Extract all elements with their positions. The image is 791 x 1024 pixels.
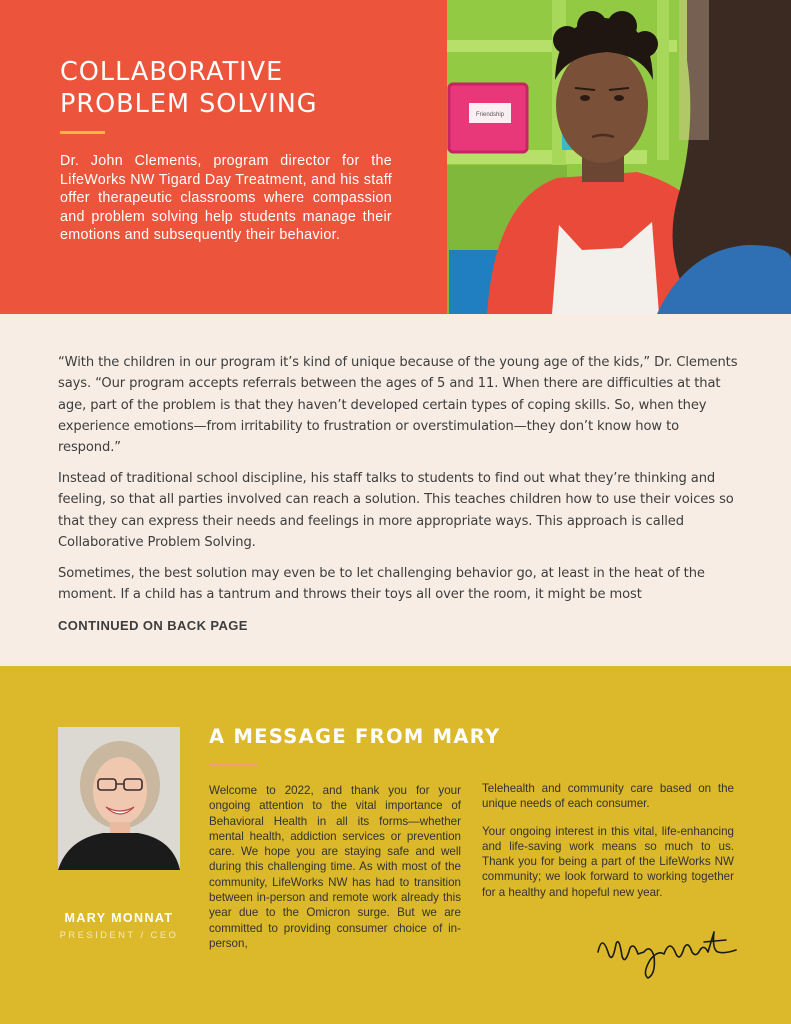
hero-photo	[447, 0, 791, 314]
avatar	[58, 727, 180, 870]
bin-label: Friendship	[475, 112, 505, 118]
message-paragraph: Your ongoing interest in this vital, life-enhancing and life-saving work means so much to us. Thank you for being a part of the LifeWorks NW community; we look forward to working together for a healthy and hopeful new year.	[482, 824, 734, 899]
article-paragraph: Instead of traditional school discipline, his staff talks to students to find out what they’re thinking and feeling, so that all parties involved can reach a solution. This teaches children how to use their voices so that they can express their needs and feelings in more appropriate ways. This approach is called Collaborative Problem Solving.	[58, 471, 734, 550]
hero-text-panel	[0, 0, 447, 314]
article-section	[0, 314, 791, 666]
message-divider	[209, 763, 257, 766]
intro-text: Dr. John Clements, program director for the LifeWorks NW Tigard Day Treatment, and his staff offer therapeutic classrooms where compassion and problem solving help students manage their emotions and subsequently their behavior.	[60, 153, 392, 244]
portrait-illustration	[58, 727, 180, 870]
message-section	[0, 666, 791, 1024]
message-title: A MESSAGE FROM MARY	[209, 725, 501, 748]
author-role: PRESIDENT / CEO	[59, 930, 179, 941]
article-paragraph: Sometimes, the best solution may even be to let challenging behavior go, at least in the heat of the moment. If a child has a tantrum and throws their toys all over the room, it might be most	[58, 566, 705, 603]
message-paragraph: Welcome to 2022, and thank you for your ongoing attention to the vital importance of Behavioral Health in all its forms—whether mental health, addiction services or prevention care. We hope you are staying safe and well during this challenging time. As with most of the community, LifeWorks NW has had to transition between in-person and remote work already this year due to the Omicron surge. But we are committed to providing consumer choice of in-person,	[209, 784, 461, 950]
message-column-1	[209, 783, 461, 951]
message-paragraph: Telehealth and community care based on the unique needs of each consumer.	[482, 782, 734, 811]
title-divider	[60, 131, 105, 134]
author-name: MARY MONNAT	[64, 911, 174, 925]
continued-link[interactable]: CONTINUED ON BACK PAGE	[58, 618, 248, 633]
page-title: COLLABORATIVE PROBLEM SOLVING	[60, 57, 318, 119]
article-paragraph: “With the children in our program it’s kind of unique because of the young age of the kids,” Dr. Clements says. “Our program accepts referrals between the ages of 5 and 11. When there are difficulties at that age, part of the problem is that they haven’t developed certain types of coping skills. So, when they experience emotions—from irritability to frustration or overstimulation—they don’t know how to respond.”	[58, 355, 738, 456]
message-column-2	[482, 781, 734, 900]
signature-image	[592, 922, 742, 982]
hero-section	[0, 0, 791, 314]
classroom-child-illustration	[447, 0, 791, 314]
